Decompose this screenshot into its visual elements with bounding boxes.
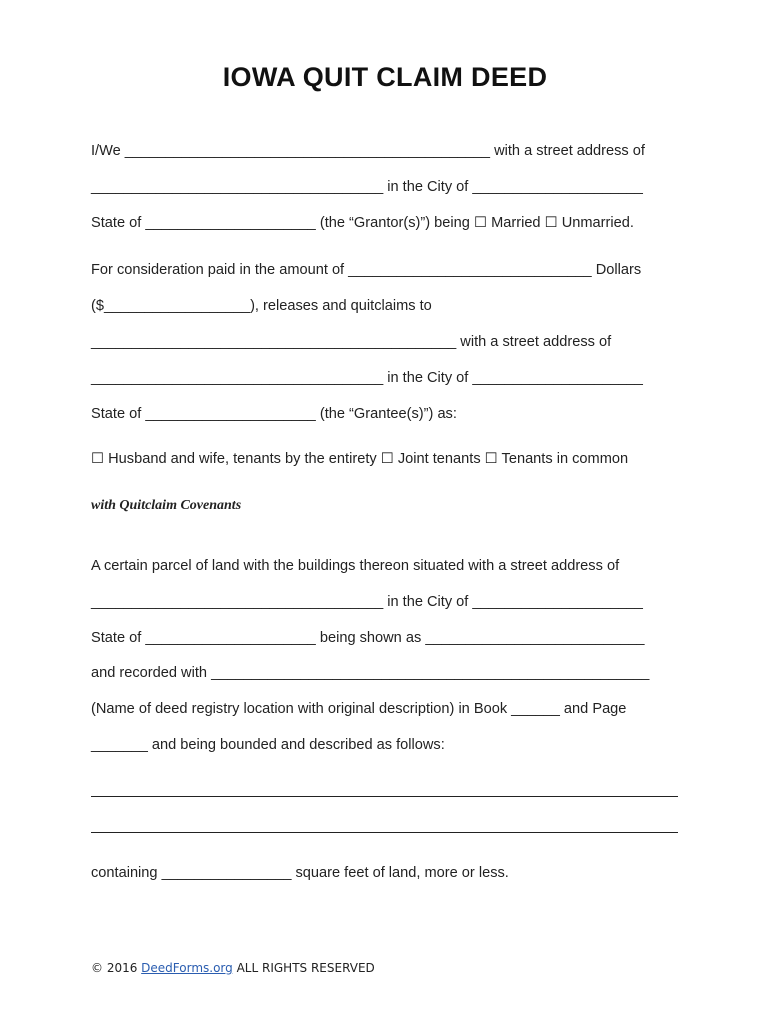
description-blank-line-1 (91, 796, 678, 797)
deedforms-link[interactable]: DeedForms.org (141, 961, 233, 975)
grantee-name-line: _____________________________________________ with a street address of (91, 334, 612, 350)
grantee-state-line: State of _____________________ (the “Grantee(s)”) as: (91, 406, 457, 422)
bounded-description-line: _______ and being bounded and described as follows: (91, 737, 445, 753)
grantor-address-line: ____________________________________ in the City of _____________________ (91, 179, 643, 195)
consideration-amount-line: ($__________________), releases and quitclaims to (91, 298, 432, 314)
parcel-intro-line: A certain parcel of land with the buildings thereon situated with a street address of (91, 558, 620, 574)
consideration-line: For consideration paid in the amount of ______________________________ Dollars (91, 262, 642, 278)
grantee-address-line: ____________________________________ in the City of _____________________ (91, 370, 643, 386)
grantor-name-line: I/We _____________________________________________ with a street address of (91, 143, 645, 159)
parcel-state-line: State of _____________________ being shown as ___________________________ (91, 630, 645, 646)
registry-book-line: (Name of deed registry location with original description) in Book ______ and Page (91, 701, 627, 717)
parcel-address-line: ____________________________________ in the City of _____________________ (91, 594, 643, 610)
footer-rights: ALL RIGHTS RESERVED (232, 961, 375, 975)
grantor-state-line: State of _____________________ (the “Grantor(s)”) being ☐ Married ☐ Unmarried. (91, 215, 634, 231)
tenancy-options-line: ☐ Husband and wife, tenants by the entirety ☐ Joint tenants ☐ Tenants in common (91, 451, 629, 467)
square-feet-line: containing ________________ square feet of land, more or less. (91, 865, 509, 881)
footer (91, 961, 375, 975)
footer-copyright: © 2016 (91, 961, 142, 975)
document-title: IOWA QUIT CLAIM DEED (222, 62, 548, 92)
description-blank-line-2 (91, 832, 678, 833)
covenants-heading: with Quitclaim Covenants (91, 498, 242, 513)
recorded-with-line: and recorded with ______________________________________________________ (91, 665, 650, 681)
